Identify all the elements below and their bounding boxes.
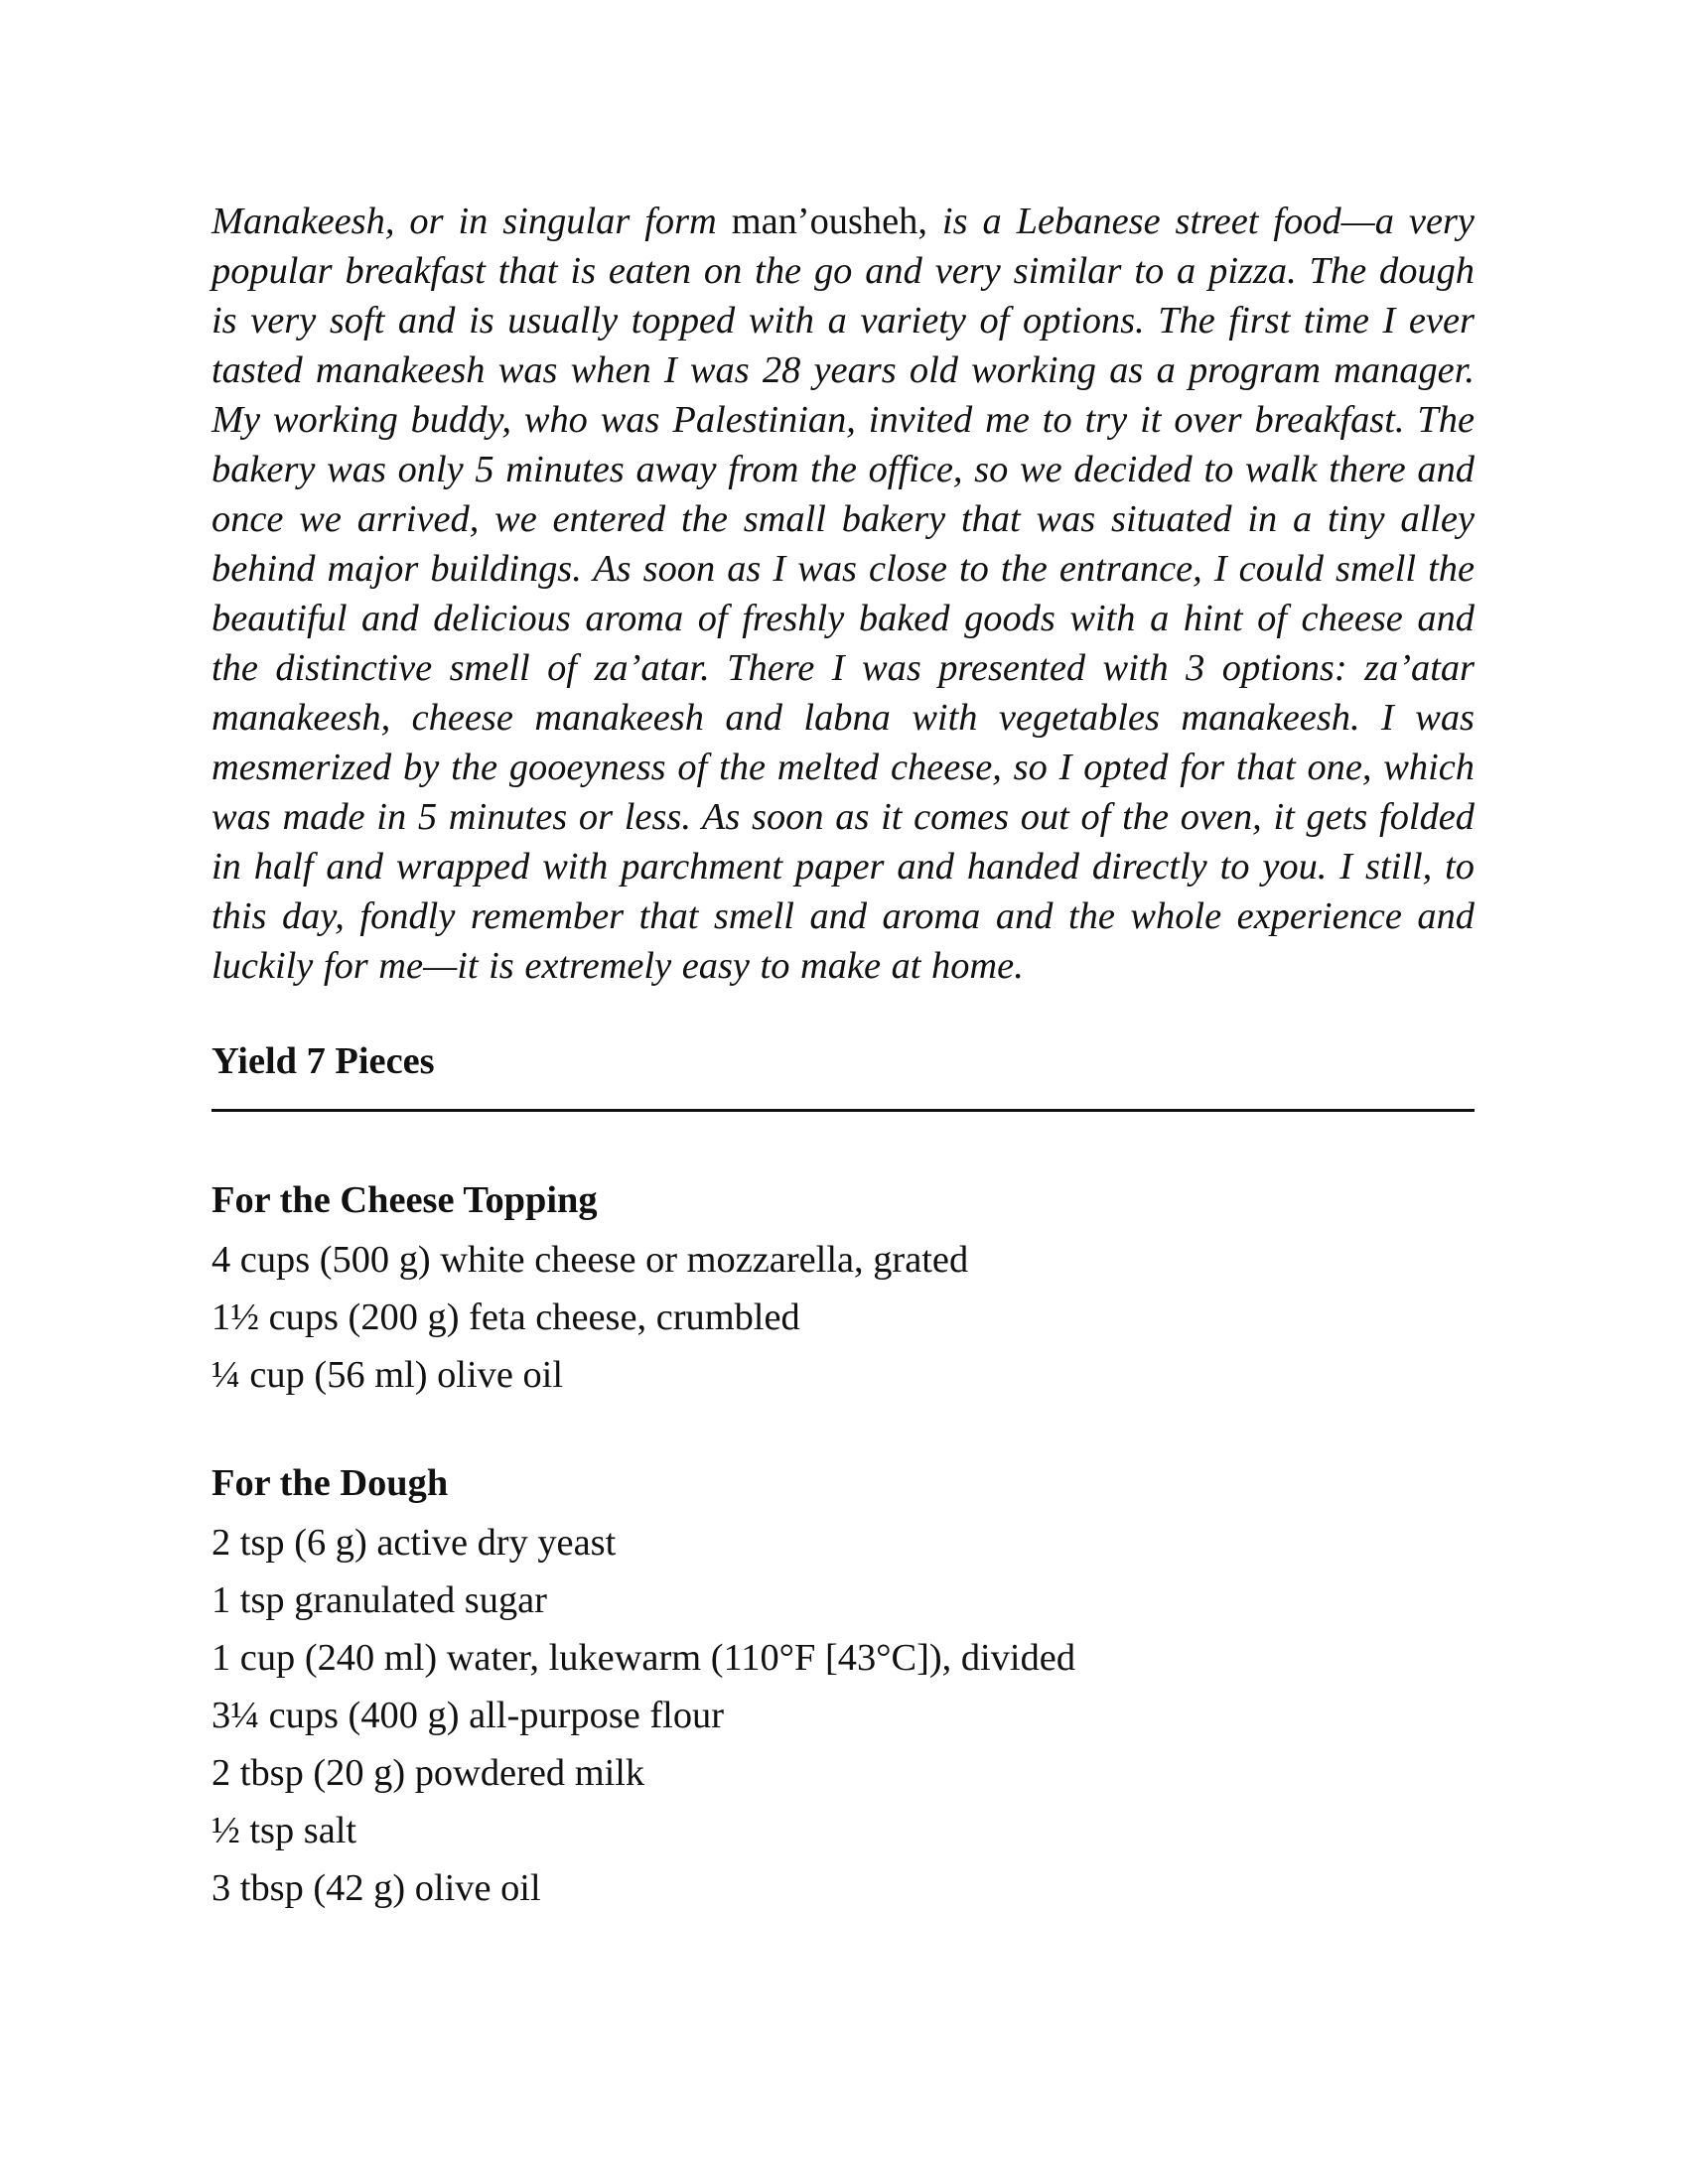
intro-singular-form: man’ousheh, <box>731 201 927 242</box>
intro-body: is a Lebanese street food—a very popular breakfast that is eaten on the go and very similar to a pizza. The dough is very soft and is usually topped with a variety of options. The first time I ever tasted manakeesh was when I was 28 years old working as a program manager. My working buddy, who was Palestinian, invited me to try it over breakfast. The bakery was only 5 minutes away from the office, so we decided to walk there and once we arrived, we entered the small bakery that was situated in a tiny alley behind major buildings. As soon as I was close to the entrance, I could smell the beautiful and delicious aroma of freshly baked goods with a hint of cheese and the distinctive smell of za’atar. There I was presented with 3 options: za’atar manakeesh, cheese manakeesh and labna with vegetables manakeesh. I was mesmerized by the gooeyness of the melted cheese, so I opted for that one, which was made in 5 minutes or less. As soon as it comes out of the oven, it gets folded in half and wrapped with parchment paper and handed directly to you. I still, to this day, fondly remember that smell and aroma and the whole experience and luckily for me—it is extremely easy to make at home. <box>211 201 1475 987</box>
ingredient-item: 1 tsp granulated sugar <box>211 1579 547 1621</box>
ingredient-item: 3¼ cups (400 g) all-purpose flour <box>211 1695 725 1736</box>
dough-heading: For the Dough <box>211 1462 449 1504</box>
ingredient-item: 2 tsp (6 g) active dry yeast <box>211 1522 617 1564</box>
ingredient-item: ¼ cup (56 ml) olive oil <box>211 1354 563 1396</box>
ingredient-item: 1½ cups (200 g) feta cheese, crumbled <box>211 1297 800 1338</box>
ingredient-item: 1 cup (240 ml) water, lukewarm (110°F [43°C]), divided <box>211 1637 1076 1679</box>
ingredient-item: 2 tbsp (20 g) powdered milk <box>211 1752 645 1794</box>
recipe-yield: Yield 7 Pieces <box>211 1040 435 1082</box>
ingredient-item: 4 cups (500 g) white cheese or mozzarella, grated <box>211 1239 969 1281</box>
dough-ingredient-list <box>211 1514 1475 1917</box>
ingredient-item: ½ tsp salt <box>211 1810 357 1851</box>
intro-lead: Manakeesh, or in singular form <box>211 201 732 242</box>
cheese-topping-ingredient-list <box>211 1231 1475 1404</box>
recipe-page <box>211 197 1475 1917</box>
cheese-topping-heading: For the Cheese Topping <box>211 1179 598 1221</box>
section-divider <box>211 1109 1475 1112</box>
ingredient-item: 3 tbsp (42 g) olive oil <box>211 1867 541 1909</box>
intro-paragraph <box>211 197 1475 991</box>
